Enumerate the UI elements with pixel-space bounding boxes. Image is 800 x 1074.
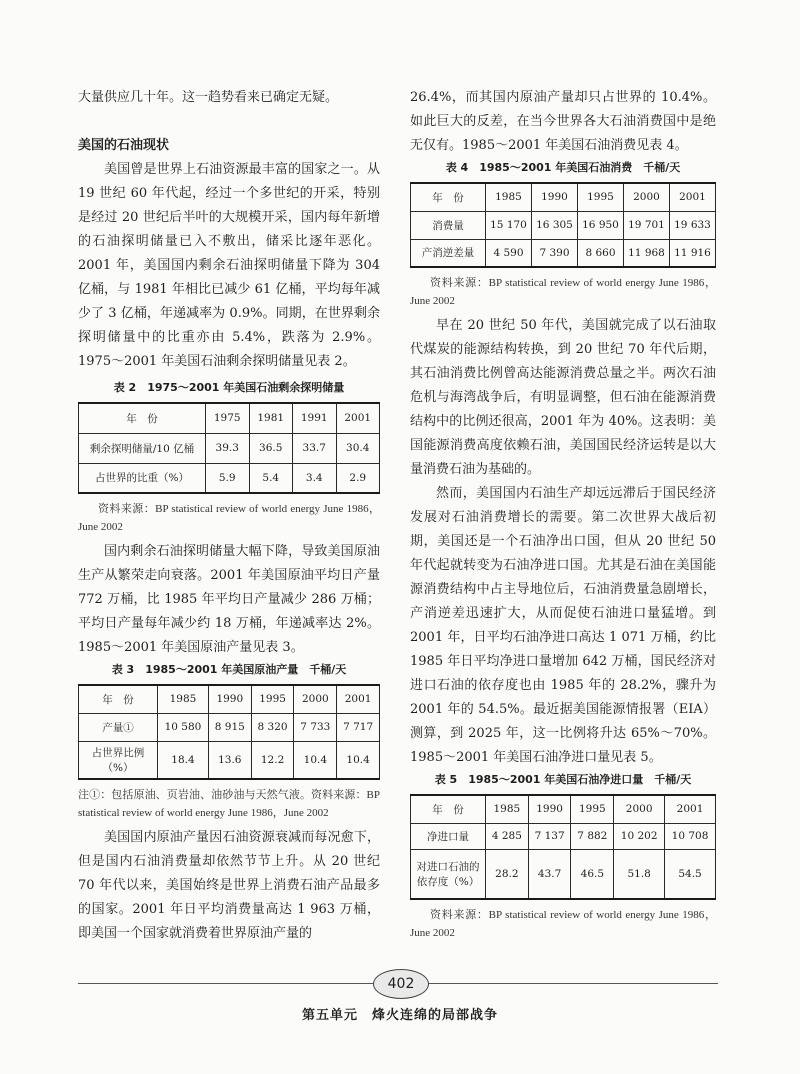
- table-2-caption: 表 2 1975～2001 年美国石油剩余探明储量: [113, 381, 345, 394]
- table-header-row: [411, 795, 716, 823]
- table-header-cell: 2000: [614, 795, 665, 823]
- table-header-cell: 1990: [208, 685, 251, 713]
- table-cell: 10 202: [614, 823, 665, 849]
- table-header-cell: 2001: [337, 685, 380, 713]
- table-cell: 10.4: [337, 741, 380, 779]
- table-header-cell: 2001: [670, 183, 716, 211]
- table-header-cell: 1991: [293, 403, 337, 433]
- table-cell: 消费量: [411, 211, 486, 239]
- table-row: [411, 211, 716, 239]
- table-cell: 46.5: [571, 849, 614, 899]
- table-cell: 19 633: [670, 211, 716, 239]
- table-3: [78, 684, 380, 780]
- table-cell: 15 170: [486, 211, 532, 239]
- table-cell: 剩余探明储量/10 亿桶: [79, 433, 206, 463]
- table-cell: 12.2: [251, 741, 294, 779]
- table-cell: 18.4: [158, 741, 209, 779]
- table-cell: 7 390: [532, 239, 578, 267]
- table-cell: 占世界比例（%）: [79, 741, 158, 779]
- table-2-source: 资料来源：BP statistical review of world energy June 1986，June 2002: [78, 503, 380, 533]
- table-header-row: [411, 183, 716, 211]
- left-column: [78, 86, 380, 946]
- table-row: [411, 239, 716, 267]
- table-header-cell: 2000: [624, 183, 670, 211]
- table-4: [410, 182, 716, 268]
- table-header-cell: 1985: [486, 795, 529, 823]
- table-cell: 8 660: [578, 239, 624, 267]
- table-5-caption: 表 5 1985～2001 年美国石油净进口量 千桶/天: [434, 773, 692, 786]
- table-cell: 占世界的比重（%）: [79, 463, 206, 493]
- table-cell: 10.4: [294, 741, 337, 779]
- table-header-cell: 1985: [158, 685, 209, 713]
- table-cell: 净进口量: [411, 823, 486, 849]
- table-header-cell: 2001: [665, 795, 716, 823]
- table-cell: 28.2: [486, 849, 529, 899]
- table-cell: 13.6: [208, 741, 251, 779]
- table-row: [411, 823, 716, 849]
- table-header-cell: 1990: [532, 183, 578, 211]
- paragraph: 大量供应几十年。这一趋势看来已确定无疑。: [78, 90, 339, 105]
- table-cell: 3.4: [293, 463, 337, 493]
- table-5: [410, 794, 716, 900]
- paragraph: 国内剩余石油探明储量大幅下降，导致美国原油生产从繁荣走向衰落。2001 年美国原油平均日产量 772 万桶，比 1985 年平均日产量减少 286 万桶；平均日产量每年减少约 18 万桶，年递减率达 2%。1985～2001 年美国原油产量见表 3。: [78, 544, 380, 655]
- paragraph: 26.4%，而其国内原油产量却只占世界的 10.4%。如此巨大的反差，在当今世界各大石油消费国中是绝无仅有。1985～2001 年美国石油消费见表 4。: [410, 90, 716, 153]
- table-header-cell: 1995: [578, 183, 624, 211]
- table-header-cell: 1995: [251, 685, 294, 713]
- table-header-cell: 1981: [249, 403, 293, 433]
- table-header-cell: 1975: [206, 403, 250, 433]
- table-cell: 51.8: [614, 849, 665, 899]
- right-column: [410, 86, 716, 946]
- table-cell: 4 590: [486, 239, 532, 267]
- table-cell: 产消逆差量: [411, 239, 486, 267]
- page-number: 402: [373, 969, 429, 999]
- table-4-caption: 表 4 1985～2001 年美国石油消费 千桶/天: [445, 161, 681, 174]
- table-cell: 2.9: [336, 463, 380, 493]
- unit-title: 第五单元 烽火连绵的局部战争: [301, 1008, 498, 1023]
- paragraph: 早在 20 世纪 50 年代，美国就完成了以石油取代煤炭的能源结构转换，到 20 世纪 70 年代后期，其石油消费比例曾高达能源消费总量之半。两次石油危机与海湾战争后，有明显调整，但石油在能源消费结构中的比例还很高，2001 年为 40%。这表明：美国能源消费高度依赖石油，美国国民经济运转是以大量消费石油为基础的。: [410, 318, 716, 477]
- paragraph: 然而，美国国内石油生产却远远滞后于国民经济发展对石油消费增长的需要。第二次世界大战后初期，美国还是一个石油净出口国，但从 20 世纪 50 年代起就转变为石油净进口国。尤其是石油在美国能源消费结构中占主导地位后，石油消费量急剧增长，产消逆差迅速扩大，从而促使石油进口量猛增。到 2001 年，日平均石油净进口高达 1 071 万桶，约比 1985 年日平均净进口量增加 642 万桶，国民经济对进口石油的依存度也由 1985 年的 28.2%，骤升为 2001 年的 54.5%。最近据美国能源情报署（EIA）测算，到 2025 年，这一比例将升达 65%～70%。1985～2001 年美国石油净进口量见表 5。: [410, 486, 716, 765]
- table-cell: 5.9: [206, 463, 250, 493]
- table-cell: 10 580: [158, 713, 209, 741]
- table-header-cell: 1995: [571, 795, 614, 823]
- table-cell: 11 968: [624, 239, 670, 267]
- table-row: [411, 849, 716, 899]
- table-header-cell: 1985: [486, 183, 532, 211]
- table-header-cell: 2000: [294, 685, 337, 713]
- table-header-cell: 年 份: [411, 183, 486, 211]
- table-row: [79, 433, 380, 463]
- table-header-cell: 年 份: [79, 403, 206, 433]
- table-cell: 36.5: [249, 433, 293, 463]
- table-row: [79, 463, 380, 493]
- table-cell: 7 882: [571, 823, 614, 849]
- table-3-note: 注①：包括原油、页岩油、油砂油与天然气液。资料来源：BP statistical review of world energy June 1986，June 2002: [78, 789, 380, 819]
- table-cell: 7 137: [528, 823, 571, 849]
- table-cell: 43.7: [528, 849, 571, 899]
- table-header-cell: 年 份: [79, 685, 158, 713]
- paragraph: 美国曾是世界上石油资源最丰富的国家之一。从 19 世纪 60 年代起，经过一个多世纪的开采，特别是经过 20 世纪后半叶的大规模开采，国内每年新增的石油探明储量已入不敷出，储采比逐年恶化。2001 年，美国国内剩余石油探明储量下降为 304 亿桶，与 1981 年相比已减少 61 亿桶，平均每年减少了 3 亿桶，年递减率为 0.9%。同期，在世界剩余探明储量中的比重亦由 5.4%，跌落为 2.9%。1975～2001 年美国石油剩余探明储量见表 2。: [78, 162, 380, 369]
- table-cell: 30.4: [336, 433, 380, 463]
- table-cell: 39.3: [206, 433, 250, 463]
- table-cell: 产量①: [79, 713, 158, 741]
- table-4-source: 资料来源：BP statistical review of world energy June 1986，June 2002: [410, 277, 716, 307]
- table-cell: 10 708: [665, 823, 716, 849]
- table-header-row: [79, 403, 380, 433]
- section-heading: 美国的石油现状: [78, 138, 170, 153]
- table-5-source: 资料来源：BP statistical review of world energy June 1986，June 2002: [410, 909, 716, 939]
- table-cell: 8 915: [208, 713, 251, 741]
- table-cell: 8 320: [251, 713, 294, 741]
- table-cell: 7 733: [294, 713, 337, 741]
- table-3-caption: 表 3 1985～2001 年美国原油产量 千桶/天: [111, 663, 347, 676]
- table-cell: 19 701: [624, 211, 670, 239]
- table-cell: 11 916: [670, 239, 716, 267]
- table-row: [79, 741, 380, 779]
- paragraph: 美国国内原油产量因石油资源衰减而每况愈下，但是国内石油消费量却依然节节上升。从 20 世纪 70 年代以来，美国始终是世界上消费石油产品最多的国家。2001 年日平均消费量高达 1 963 万桶，即美国一个国家就消费着世界原油产量的: [78, 830, 380, 941]
- table-cell: 4 285: [486, 823, 529, 849]
- table-cell: 对进口石油的依存度（%）: [411, 849, 486, 899]
- table-header-cell: 1990: [528, 795, 571, 823]
- table-cell: 16 950: [578, 211, 624, 239]
- table-row: [79, 713, 380, 741]
- table-2: [78, 402, 380, 494]
- table-header-cell: 年 份: [411, 795, 486, 823]
- table-header-cell: 2001: [336, 403, 380, 433]
- table-cell: 7 717: [337, 713, 380, 741]
- table-cell: 54.5: [665, 849, 716, 899]
- table-cell: 16 305: [532, 211, 578, 239]
- table-header-row: [79, 685, 380, 713]
- table-cell: 5.4: [249, 463, 293, 493]
- table-cell: 33.7: [293, 433, 337, 463]
